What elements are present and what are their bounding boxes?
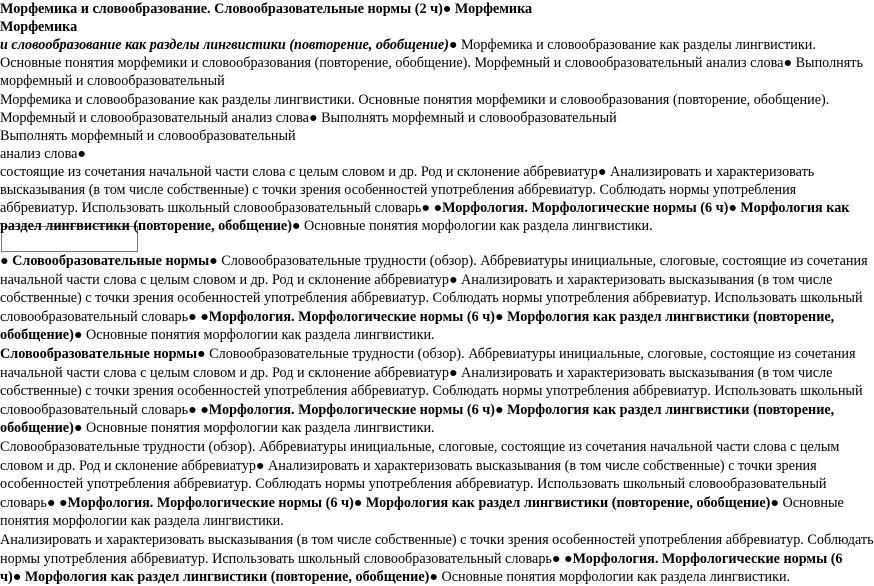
text-line	[0, 163, 816, 181]
text-line	[0, 531, 874, 549]
text-run: Морфемика и словообразование. Словообразовательные нормы (2 ч)● Морфемика	[0, 1, 533, 17]
text-run: Основные понятия морфологии как раздела лингвистики.	[82, 420, 435, 437]
text-run: аббревиатур. Использовать школьный словообразовательный словарь●	[0, 200, 434, 217]
text-line	[0, 54, 863, 72]
text-line	[0, 145, 816, 163]
text-line	[0, 217, 816, 235]
text-line	[0, 438, 840, 456]
text-line	[0, 252, 868, 270]
text-line	[0, 457, 816, 475]
text-run: особенностей употребления аббревиатур. Соблюдать нормы употребления аббревиатур. Использовать школьный словообразовательный	[0, 476, 827, 493]
text-run: ●Морфология. Морфологические нормы (6 ч)● Морфология как раздел лингвистики (повторение,	[200, 308, 835, 325]
text-run: начальной части слова с целым словом и др. Род и склонение аббревиатур● Анализировать и характеризовать высказывания (в том числе	[0, 364, 833, 381]
text-line	[0, 568, 816, 586]
text-run: Морфемика и словообразование как разделы лингвистики.	[457, 37, 816, 54]
text-line	[0, 109, 816, 127]
text-run: и словообразование как разделы лингвистики (повторение, обобщение)●	[0, 37, 458, 54]
text-run: обобщение)●	[0, 420, 83, 437]
text-run: Словообразовательные трудности (обзор). Аббревиатуры инициальные, слоговые, состоящие из сочетания	[205, 346, 856, 362]
text-run: Основные понятия морфологии как раздела лингвистики.	[437, 569, 791, 586]
text-run: Основные понятия морфемики и словообразования (повторение, обобщение). Морфемный и словообразовательный анализ слова● Выполнять	[0, 55, 863, 72]
text-line	[0, 308, 835, 326]
text-line	[0, 18, 816, 36]
text-line	[0, 475, 827, 493]
text-line	[0, 289, 863, 307]
text-line	[0, 181, 816, 199]
text-run: ч)● Морфология как раздел лингвистики (повторение, обобщение)●	[0, 569, 438, 586]
text-run: Словообразовательные нормы●	[0, 346, 206, 362]
text-run: словообразовательный словарь●	[0, 308, 201, 325]
text-run: словообразовательный словарь●	[0, 401, 201, 418]
text-run: нормы употребления аббревиатур. Использовать школьный словообразовательный словарь●	[0, 550, 564, 567]
text-line	[0, 494, 844, 512]
text-run: понятия морфологии как раздела лингвистики.	[0, 513, 284, 530]
text-line	[0, 512, 816, 530]
text-run: начальной части слова с целым словом и др. Род и склонение аббревиатур● Анализировать и характеризовать высказывания (в том числе	[0, 271, 833, 288]
text-line	[0, 36, 816, 54]
text-line	[0, 401, 835, 419]
text-run: раздел лингвистики (повторение, обобщение)●	[0, 218, 301, 235]
text-run: Анализировать и характеризовать высказывания (в том числе собственные) с точки зрения особенностей употребления аббревиатур. Соблюдать	[0, 532, 874, 548]
text-line	[0, 382, 863, 400]
text-run: анализ слова●	[0, 145, 86, 162]
text-run: Словообразовательные трудности (обзор). Аббревиатуры инициальные, слоговые, состоящие из сочетания начальной части слова с целым	[0, 439, 840, 455]
text-run: Основные понятия морфологии как раздела лингвистики.	[82, 327, 435, 344]
text-line	[0, 127, 816, 145]
text-run: ●Морфология. Морфологические нормы (6	[564, 550, 843, 567]
text-run: ● Словообразовательные нормы●	[0, 253, 218, 269]
text-run: собственные) с точки зрения особенностей употребления аббревиатур. Соблюдать нормы употребления аббревиатур. Использовать школьный	[0, 383, 863, 400]
text-line	[0, 0, 816, 18]
text-line	[0, 72, 816, 90]
text-run: ●Морфология. Морфологические нормы (6 ч)● Морфология как раздел лингвистики (повторение, обобщение)●	[58, 494, 779, 511]
text-run: ●Морфология. Морфологические нормы (6 ч)● Морфология как раздел лингвистики (повторение,	[200, 401, 835, 418]
text-run: собственные) с точки зрения особенностей употребления аббревиатур. Соблюдать нормы употребления аббревиатур. Использовать школьный	[0, 290, 863, 307]
text-run: Основные понятия морфологии как раздела лингвистики.	[300, 218, 653, 235]
text-line	[0, 199, 850, 217]
text-run: Морфемика и словообразование как разделы лингвистики. Основные понятия морфемики и словообразования (повторение, обобщение).	[0, 91, 830, 108]
text-run: состоящие из сочетания начальной части слова с целым словом и др. Род и склонение аббревиатур● Анализировать и характеризовать	[0, 163, 815, 180]
text-run: словарь●	[0, 494, 59, 511]
text-line	[0, 419, 816, 437]
text-line	[0, 91, 830, 109]
text-run: словом и др. Род и склонение аббревиатур● Анализировать и характеризовать высказывания (в том числе собственные) с точки зрения	[0, 457, 817, 474]
text-line	[0, 345, 856, 363]
text-run: обобщение)●	[0, 327, 83, 344]
text-run: Основные	[778, 494, 844, 511]
text-line	[0, 550, 843, 568]
text-run: Морфемика	[0, 19, 78, 36]
text-line	[0, 326, 816, 344]
text-run: Словообразовательные трудности (обзор). Аббревиатуры инициальные, слоговые, состоящие из сочетания	[217, 253, 868, 269]
text-line	[0, 364, 833, 382]
text-run: высказывания (в том числе собственные) с точки зрения особенностей употребления аббревиатур. Соблюдать нормы употребления	[0, 182, 797, 198]
text-run: Выполнять морфемный и словообразовательный	[0, 127, 296, 144]
text-run: Морфемный и словообразовательный анализ слова● Выполнять морфемный и словообразовательный	[0, 109, 617, 126]
text-run: ●Морфология. Морфологические нормы (6 ч)● Морфология как	[433, 200, 850, 217]
text-line	[0, 271, 833, 289]
text-run: морфемный и словообразовательный	[0, 73, 225, 90]
